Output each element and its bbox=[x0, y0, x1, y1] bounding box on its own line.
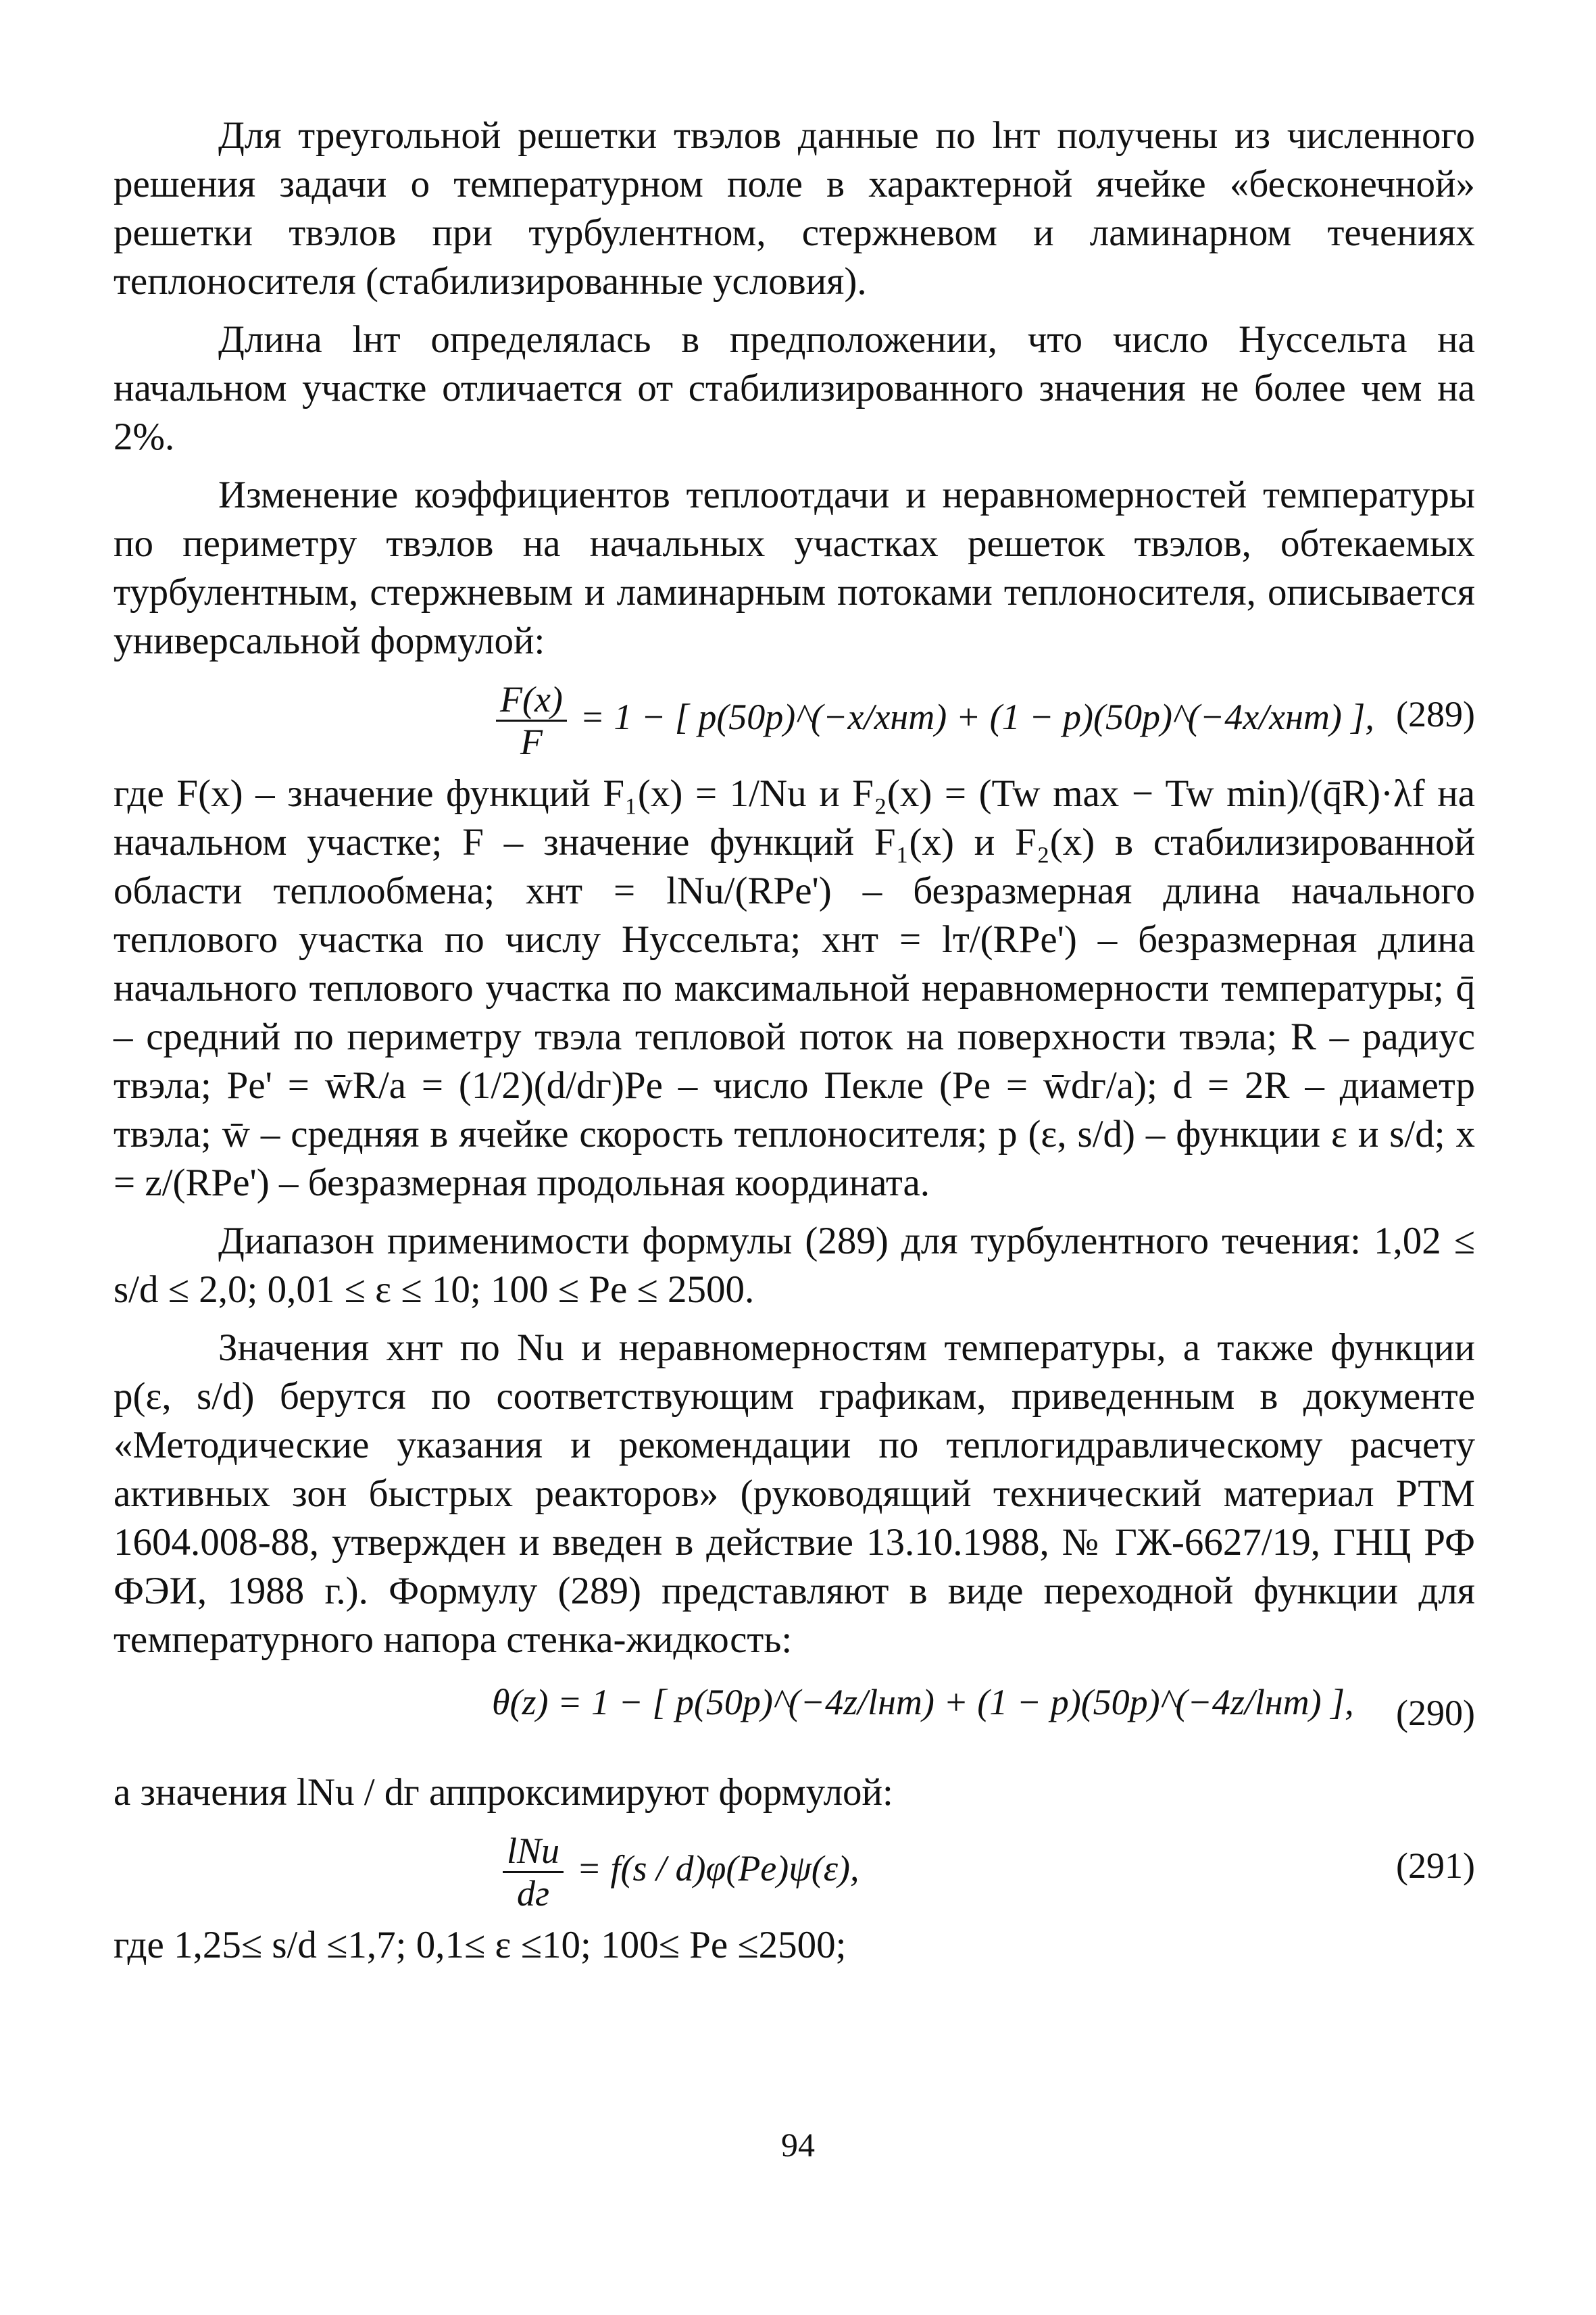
document-page bbox=[114, 111, 1475, 1970]
paragraph-definitions: где F(x) – значение функций F₁(x) = 1/Nu и F₂(x) = (Tw max − Tw min)/(q̄R)·λf на начальном участке; F – значение функций F₁(x) и F₂(x) в стабилизированной области теплообмена; xнт = lNu/(RPe') – безразмерная длина начального теплового участка по числу Нуссельта; xнт = lт/(RPe') – безразмерная длина начального теплового участка по максимальной неравномерности температуры; q̄ – средний по периметру твэла тепловой поток на поверхности твэла; R – радиус твэла; Pe' = w̄R/a = (1/2)(d/dг)Pe – число Пекле (Pe = w̄dг/a); d = 2R – диаметр твэла; w̄ – средняя в ячейке скорость теплоносителя; p (ε, s/d) – функции ε и s/d; x = z/(RPe') – безразмерная продольная координата. bbox=[114, 772, 1475, 1204]
paragraph-approximation: а значения lNu / dг аппроксимируют формулой: bbox=[114, 1771, 893, 1814]
formula-289-number: (289) bbox=[1396, 694, 1475, 735]
formula-291-lhs-numerator: lNu bbox=[503, 1831, 564, 1873]
formula-291-body bbox=[499, 1831, 859, 1914]
formula-291-lhs-denominator: dг bbox=[516, 1873, 550, 1914]
formula-291-lhs bbox=[503, 1831, 564, 1914]
formula-291 bbox=[114, 1822, 1475, 1917]
paragraph-heat-transfer-change: Изменение коэффициентов теплоотдачи и неравномерностей температуры по периметру твэлов на начальных участках решеток твэлов, обтекаемых турбулентным, стержневым и ламинарным потоками теплоносителя, описывается универсальной формулой: bbox=[114, 474, 1475, 662]
formula-290-body: θ(z) = 1 − [ p(50p)^(−4z/lнт) + (1 − p)(50p)^(−4z/lнт) ], bbox=[492, 1682, 1354, 1722]
formula-291-number: (291) bbox=[1396, 1845, 1475, 1886]
page-number: 94 bbox=[781, 2126, 815, 2164]
paragraph-intro: Для треугольной решетки твэлов данные по lнт получены из численного решения задачи о температурном поле в характерной ячейке «бесконечной» решетки твэлов при турбулентном, стержневом и ламинарном течениях теплоносителя (стабилизированные условия). bbox=[114, 114, 1475, 303]
formula-291-rhs: = f(s / d)φ(Pe)ψ(ε), bbox=[576, 1847, 859, 1889]
formula-289-lhs-denominator: F bbox=[520, 722, 543, 762]
formula-290 bbox=[114, 1670, 1475, 1764]
formula-289-rhs: = 1 − [ p(50p)^(−x/xнт) + (1 − p)(50p)^(−4x/xнт) ], bbox=[580, 696, 1374, 737]
formula-289-body bbox=[492, 679, 1374, 762]
formula-289-lhs-numerator: F(x) bbox=[496, 679, 567, 722]
paragraph-applicability-range: Диапазон применимости формулы (289) для турбулентного течения: 1,02 ≤ s/d ≤ 2,0; 0,01 ≤ ε ≤ 10; 100 ≤ Pe ≤ 2500. bbox=[114, 1220, 1475, 1311]
formula-289 bbox=[114, 671, 1475, 766]
paragraph-values-source: Значения xнт по Nu и неравномерностям температуры, а также функции p(ε, s/d) берутся по соответствующим графикам, приведенным в документе «Методические указания и рекомендации по теплогидравлическому расчету активных зон быстрых реакторов» (руководящий технический материал РТМ 1604.008-88, утвержден и введен в действие 13.10.1988, № ГЖ-6627/19, ГНЦ РФ ФЭИ, 1988 г.). Формулу (289) представляют в виде переходной функции для температурного напора стенка-жидкость: bbox=[114, 1326, 1475, 1661]
formula-289-lhs bbox=[496, 679, 567, 762]
paragraph-length-definition: Длина lнт определялась в предположении, что число Нуссельта на начальном участке отличается от стабилизированного значения не более чем на 2%. bbox=[114, 318, 1475, 458]
formula-290-number: (290) bbox=[1396, 1693, 1475, 1733]
paragraph-range-291: где 1,25≤ s/d ≤1,7; 0,1≤ ε ≤10; 100≤ Pe ≤2500; bbox=[114, 1924, 847, 1966]
